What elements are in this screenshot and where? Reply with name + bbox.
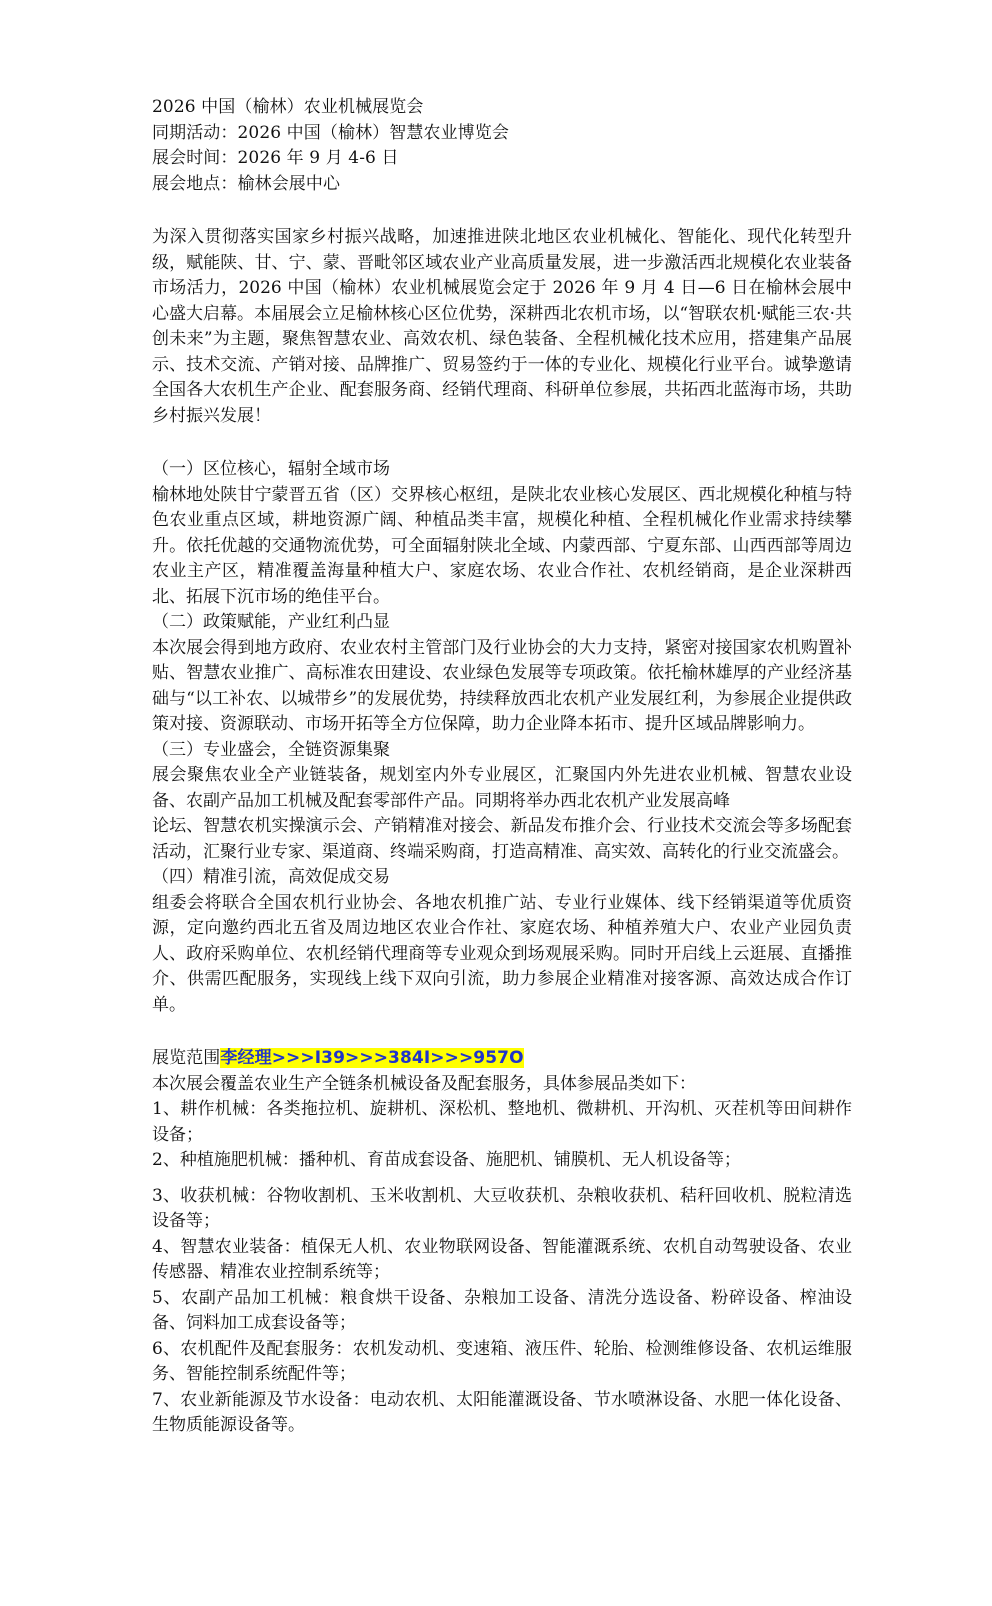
section-body: 组委会将联合全国农机行业协会、各地农机推广站、专业行业媒体、线下经销渠道等优质资源，定向邀约西北五省及周边地区农业合作社、家庭农场、种植养殖大户、农业产业园负责人、政府采购单位、农机经销代理商等专业观众到场观展采购。同时开启线上云逛展、直播推介、供需匹配服务，实现线上线下双向引流，助力参展企业精准对接客源、高效达成合作订单。	[152, 892, 852, 1015]
intro-paragraph: 为深入贯彻落实国家乡村振兴战略，加速推进陕北地区农业机械化、智能化、现代化转型升级，赋能陕、甘、宁、蒙、晋毗邻区域农业产业高质量发展，进一步激活西北规模化农业装备市场活力，2026 中国（榆林）农业机械展览会定于 2026 年 9 月 4 日—6 日在榆林会展中心盛大启幕。本届展会立足榆林核心区位优势，深耕西北农机市场，以“智联农机·赋能三农·共创未来”为主题，聚焦智慧农业、高效农机、绿色装备、全程机械化技术应用，搭建集产品展示、技术交流、产销对接、品牌推广、贸易签约于一体的专业化、规模化行业平台。诚挚邀请全国各大农机生产企业、配套服务商、经销代理商、科研单位参展，共拓西北蓝海市场，共助乡村振兴发展！	[152, 227, 852, 426]
header-block	[152, 95, 852, 197]
section-heading: （一）区位核心，辐射全域市场	[152, 459, 390, 479]
list-item: 4、智慧农业装备：植保无人机、农业物联网设备、智能灌溉系统、农机自动驾驶设备、农业传感器、精准农业控制系统等；	[152, 1236, 852, 1282]
concurrent-event: 同期活动：2026 中国（榆林）智慧农业博览会	[152, 122, 509, 143]
list-item: 5、农副产品加工机械：粮食烘干设备、杂粮加工设备、清洗分选设备、粉碎设备、榨油设备、饲料加工成套设备等；	[152, 1287, 852, 1333]
scope-intro: 本次展会覆盖农业生产全链条机械设备及配套服务，具体参展品类如下：	[152, 1073, 696, 1094]
scope-heading	[152, 1046, 852, 1072]
exhibition-title: 2026 中国（榆林）农业机械展览会	[152, 97, 424, 117]
list-item: 6、农机配件及配套服务：农机发动机、变速箱、液压件、轮胎、检测维修设备、农机运维服务、智能控制系统配件等；	[152, 1338, 852, 1384]
list-item: 1、耕作机械：各类拖拉机、旋耕机、深松机、整地机、微耕机、开沟机、灭茬机等田间耕作设备；	[152, 1099, 852, 1145]
list-item: 3、收获机械：谷物收割机、玉米收割机、大豆收获机、杂粮收获机、秸秆回收机、脱粒清选设备等；	[152, 1185, 852, 1231]
exhibition-time: 展会时间：2026 年 9 月 4-6 日	[152, 148, 399, 168]
section-body: 展会聚焦农业全产业链装备，规划室内外专业展区，汇聚国内外先进农业机械、智慧农业设备、农副产品加工机械及配套零部件产品。同期将举办西北农机产业发展高峰	[152, 765, 852, 811]
section-3	[152, 738, 852, 866]
section-heading: （三）专业盛会，全链资源集聚	[152, 739, 390, 760]
list-item: 2、种植施肥机械：播种机、育苗成套设备、施肥机、铺膜机、无人机设备等；	[152, 1150, 741, 1170]
section-4	[152, 865, 852, 1018]
section-1	[152, 457, 852, 610]
contact-highlight: 李经理>>>I39>>>384I>>>957O	[220, 1048, 524, 1068]
list-item: 7、农业新能源及节水设备：电动农机、太阳能灌溉设备、节水喷淋设备、水肥一体化设备、生物质能源设备等。	[152, 1389, 852, 1435]
section-body: 本次展会得到地方政府、农业农村主管部门及行业协会的大力支持，紧密对接国家农机购置补贴、智慧农业推广、高标准农田建设、农业绿色发展等专项政策。依托榆林雄厚的产业经济基础与“以工补农、以城带乡”的发展优势，持续释放西北农机产业发展红利，为参展企业提供政策对接、资源联动、市场开拓等全方位保障，助力企业降本拓市、提升区域品牌影响力。	[152, 637, 852, 734]
exhibition-venue: 展会地点：榆林会展中心	[152, 173, 341, 194]
section-heading: （二）政策赋能，产业红利凸显	[152, 612, 390, 632]
section-heading: （四）精准引流，高效促成交易	[152, 867, 390, 887]
section-body: 榆林地处陕甘宁蒙晋五省（区）交界核心枢纽，是陕北农业核心发展区、西北规模化种植与特色农业重点区域，耕地资源广阔、种植品类丰富，规模化种植、全程机械化作业需求持续攀升。依托优越的交通物流优势，可全面辐射陕北全域、内蒙西部、宁夏东部、山西西部等周边农业主产区，精准覆盖海量种植大户、家庭农场、农业合作社、农机经销商，是企业深耕西北、拓展下沉市场的绝佳平台。	[152, 484, 852, 607]
scope-label: 展览范围	[152, 1048, 221, 1068]
section-body-continued: 论坛、智慧农机实操演示会、产销精准对接会、新品发布推介会、行业技术交流会等多场配套活动，汇聚行业专家、渠道商、终端采购商，打造高精准、高实效、高转化的行业交流盛会。	[152, 816, 852, 862]
scope-block	[152, 1046, 852, 1439]
section-2	[152, 610, 852, 738]
